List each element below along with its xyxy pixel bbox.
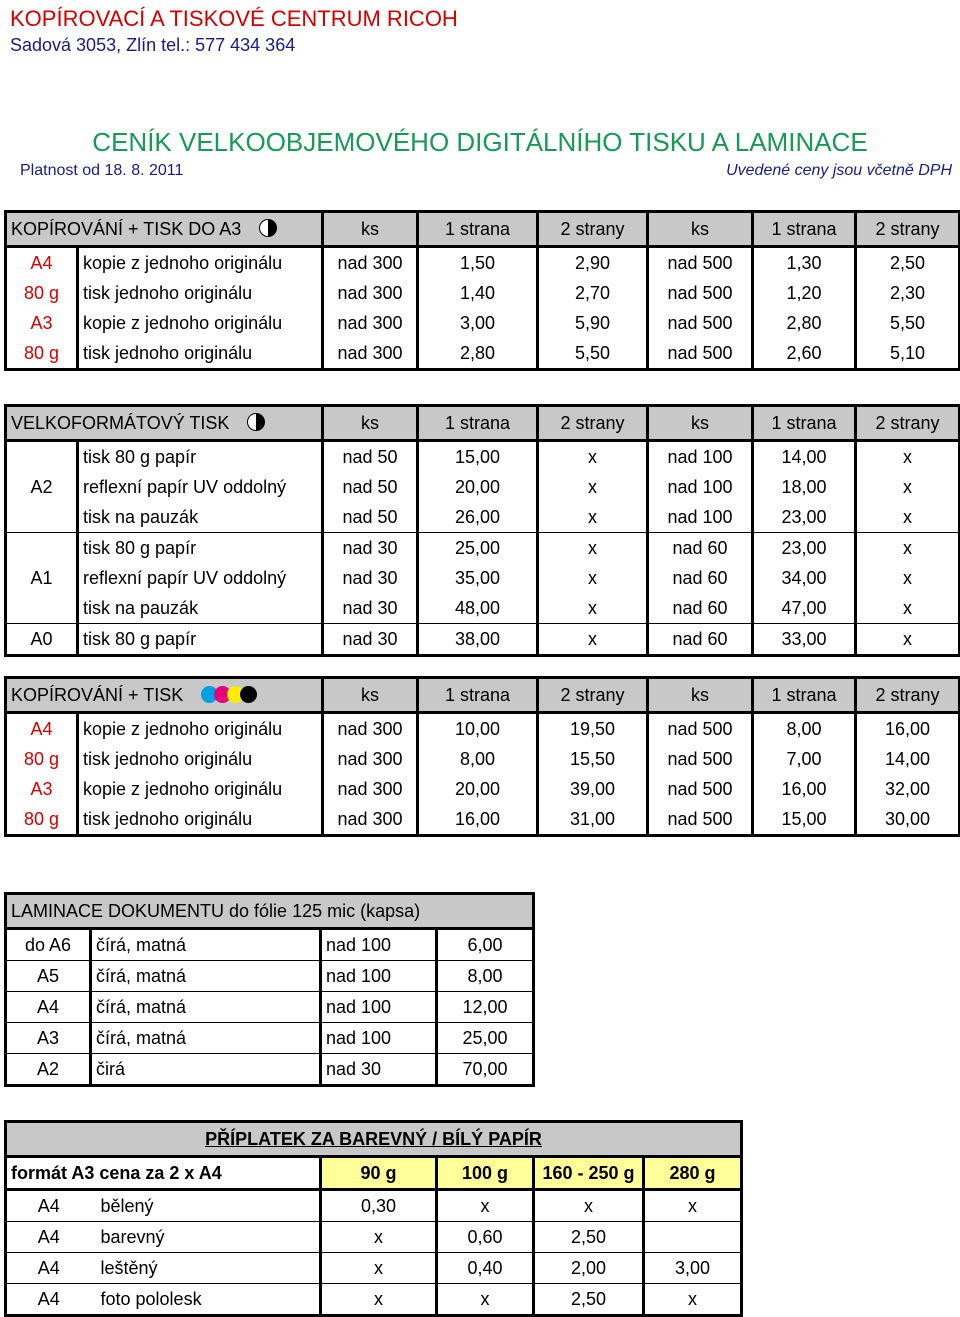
price-cell-p3: 23,00 xyxy=(753,533,856,564)
weight-header: 90 g xyxy=(321,1157,437,1190)
validity-date: Platnost od 18. 8. 2011 xyxy=(20,162,184,179)
surcharge-value xyxy=(644,1222,742,1253)
price-cell-p1: 20,00 xyxy=(418,472,538,502)
surcharge-value: x xyxy=(321,1253,437,1284)
price-cell-p2: 2,70 xyxy=(538,278,648,308)
description: tisk na pauzák xyxy=(78,502,323,533)
price-row xyxy=(6,713,960,745)
format-label: A3 xyxy=(6,1023,91,1054)
price-cell-p1: 16,00 xyxy=(418,804,538,836)
price-cell-p2: 19,50 xyxy=(538,713,648,745)
price-row xyxy=(6,502,960,533)
price-cell-p1: 8,00 xyxy=(418,744,538,774)
price-row xyxy=(6,247,960,279)
format-label: A4 xyxy=(6,1284,91,1316)
surcharge-body xyxy=(6,1122,742,1316)
lamination-body xyxy=(6,894,534,1086)
surcharge-table xyxy=(4,1120,743,1317)
bw-copy-table xyxy=(4,210,960,371)
price-cell-p2: 5,50 xyxy=(538,338,648,370)
format-label: A4 xyxy=(6,992,91,1023)
company-name: KOPÍROVACÍ A TISKOVÉ CENTRUM RICOH xyxy=(10,6,458,31)
price-cell-p4: x xyxy=(856,472,960,502)
price-cell-p2: x xyxy=(538,563,648,593)
price-cell-p3: 8,00 xyxy=(753,713,856,745)
weight-header: 160 - 250 g xyxy=(534,1157,644,1190)
price-cell-q2: nad 100 xyxy=(648,502,753,533)
price-cell-q2: nad 60 xyxy=(648,563,753,593)
surcharge-value: 0,60 xyxy=(437,1222,534,1253)
price-cell-p1: 3,00 xyxy=(418,308,538,338)
column-header: 1 strana xyxy=(418,212,538,247)
half-black-circle-icon xyxy=(247,413,265,431)
description: kopie z jednoho originálu xyxy=(78,308,323,338)
quantity: nad 30 xyxy=(321,1054,437,1086)
quantity: nad 100 xyxy=(321,929,437,961)
format-label: 80 g xyxy=(6,278,78,308)
half-black-circle-icon xyxy=(259,219,277,237)
column-header: 2 strany xyxy=(538,678,648,713)
price-cell-p4: 2,50 xyxy=(856,247,960,279)
section-title-text: VELKOFORMÁTOVÝ TISK xyxy=(11,412,230,433)
format-label: 80 g xyxy=(6,744,78,774)
section-title-text: KOPÍROVÁNÍ + TISK DO A3 xyxy=(11,218,242,239)
price-cell-p2: x xyxy=(538,533,648,564)
weight-header: 280 g xyxy=(644,1157,742,1190)
price-cell-p4: 14,00 xyxy=(856,744,960,774)
column-header: 2 strany xyxy=(538,212,648,247)
large-format-body xyxy=(6,406,960,656)
format-label: do A6 xyxy=(6,929,91,961)
price-cell-p2: 2,90 xyxy=(538,247,648,279)
description: tisk jednoho originálu xyxy=(78,338,323,370)
format-label: A4 xyxy=(6,713,78,745)
color-copy-table xyxy=(4,676,960,837)
format-label: 80 g xyxy=(6,804,78,836)
column-header: 2 strany xyxy=(856,678,960,713)
price-cell-p4: 32,00 xyxy=(856,774,960,804)
price-cell-q1: nad 30 xyxy=(323,624,418,656)
price-cell-p3: 16,00 xyxy=(753,774,856,804)
column-header: 2 strany xyxy=(856,212,960,247)
surcharge-value: 2,50 xyxy=(534,1284,644,1316)
surcharge-value: x xyxy=(321,1284,437,1316)
price-cell-p2: x xyxy=(538,624,648,656)
price: 12,00 xyxy=(437,992,534,1023)
price-cell-p1: 38,00 xyxy=(418,624,538,656)
column-header: 1 strana xyxy=(753,212,856,247)
column-header: ks xyxy=(648,406,753,441)
price-cell-q1: nad 30 xyxy=(323,533,418,564)
quantity: nad 100 xyxy=(321,961,437,992)
format-label: A4 xyxy=(6,1190,91,1222)
description: tisk 80 g papír xyxy=(78,533,323,564)
price-row xyxy=(6,804,960,836)
price-cell-q1: nad 300 xyxy=(323,744,418,774)
price-cell-q1: nad 50 xyxy=(323,502,418,533)
price-cell-q1: nad 300 xyxy=(323,338,418,370)
surcharge-value: 0,30 xyxy=(321,1190,437,1222)
price-cell-p4: x xyxy=(856,533,960,564)
price-cell-p2: 31,00 xyxy=(538,804,648,836)
lamination-row xyxy=(6,1023,534,1054)
price-cell-p4: 16,00 xyxy=(856,713,960,745)
surcharge-value: x xyxy=(437,1284,534,1316)
surcharge-value: x xyxy=(321,1222,437,1253)
price: 70,00 xyxy=(437,1054,534,1086)
price-cell-q2: nad 500 xyxy=(648,308,753,338)
description: čírá, matná xyxy=(91,1023,321,1054)
section-title: LAMINACE DOKUMENTU do fólie 125 mic (kapsa) xyxy=(6,894,534,929)
price-cell-q2: nad 100 xyxy=(648,472,753,502)
price-row xyxy=(6,774,960,804)
price-row xyxy=(6,278,960,308)
description: bělený xyxy=(91,1190,321,1222)
price-cell-p2: 15,50 xyxy=(538,744,648,774)
format-label: A4 xyxy=(6,1253,91,1284)
price-cell-p1: 20,00 xyxy=(418,774,538,804)
column-header: 1 strana xyxy=(418,678,538,713)
description: čírá, matná xyxy=(91,992,321,1023)
price-cell-p1: 35,00 xyxy=(418,563,538,593)
format-label: A3 xyxy=(6,774,78,804)
surcharge-value: 0,40 xyxy=(437,1253,534,1284)
description: kopie z jednoho originálu xyxy=(78,247,323,279)
column-header: ks xyxy=(323,212,418,247)
price-cell-p1: 15,00 xyxy=(418,441,538,473)
column-header: 1 strana xyxy=(753,406,856,441)
price-cell-p1: 48,00 xyxy=(418,593,538,624)
format-header: formát A3 cena za 2 x A4 xyxy=(6,1157,321,1190)
surcharge-value: x xyxy=(437,1190,534,1222)
price-cell-p4: 5,10 xyxy=(856,338,960,370)
price-cell-q1: nad 30 xyxy=(323,563,418,593)
price-cell-q2: nad 60 xyxy=(648,593,753,624)
price-cell-p4: x xyxy=(856,624,960,656)
surcharge-value: 2,00 xyxy=(534,1253,644,1284)
price-cell-q2: nad 100 xyxy=(648,441,753,473)
price-cell-p2: x xyxy=(538,593,648,624)
price-cell-q2: nad 500 xyxy=(648,278,753,308)
surcharge-value: 3,00 xyxy=(644,1253,742,1284)
description: barevný xyxy=(91,1222,321,1253)
format-label: A4 xyxy=(6,1222,91,1253)
price-cell-q2: nad 500 xyxy=(648,338,753,370)
lamination-row xyxy=(6,1054,534,1086)
color-copy-body xyxy=(6,678,960,836)
price-cell-p1: 25,00 xyxy=(418,533,538,564)
price-row xyxy=(6,308,960,338)
price: 25,00 xyxy=(437,1023,534,1054)
lamination-row xyxy=(6,992,534,1023)
price-row xyxy=(6,624,960,656)
description: tisk jednoho originálu xyxy=(78,744,323,774)
lamination-row xyxy=(6,929,534,961)
price-cell-p3: 2,80 xyxy=(753,308,856,338)
description: foto pololesk xyxy=(91,1284,321,1316)
price-cell-q1: nad 30 xyxy=(323,593,418,624)
price-cell-q2: nad 60 xyxy=(648,624,753,656)
price-cell-p2: x xyxy=(538,502,648,533)
price-row xyxy=(6,744,960,774)
section-title xyxy=(6,678,323,713)
price-cell-q2: nad 500 xyxy=(648,247,753,279)
price-cell-p1: 2,80 xyxy=(418,338,538,370)
price-cell-p3: 34,00 xyxy=(753,563,856,593)
black-dot-icon xyxy=(240,686,257,703)
price-row xyxy=(6,533,960,564)
description: tisk jednoho originálu xyxy=(78,278,323,308)
format-label: A2 xyxy=(6,441,78,533)
format-label: 80 g xyxy=(6,338,78,370)
section-title xyxy=(6,212,323,247)
price-cell-p4: x xyxy=(856,563,960,593)
description: kopie z jednoho originálu xyxy=(78,774,323,804)
cmyk-icons xyxy=(201,685,253,705)
description: kopie z jednoho originálu xyxy=(78,713,323,745)
price-cell-q1: nad 300 xyxy=(323,804,418,836)
vat-note: Uvedené ceny jsou včetně DPH xyxy=(726,162,952,179)
lamination-table xyxy=(4,892,535,1087)
surcharge-row xyxy=(6,1253,742,1284)
price-cell-q2: nad 500 xyxy=(648,744,753,774)
price-cell-p2: x xyxy=(538,441,648,473)
description: reflexní papír UV oddolný xyxy=(78,472,323,502)
price-row xyxy=(6,472,960,502)
price-cell-p3: 33,00 xyxy=(753,624,856,656)
surcharge-value: x xyxy=(644,1190,742,1222)
price-cell-q1: nad 300 xyxy=(323,247,418,279)
surcharge-value: 2,50 xyxy=(534,1222,644,1253)
description: čírá, matná xyxy=(91,961,321,992)
price-cell-p3: 23,00 xyxy=(753,502,856,533)
section-title: PŘÍPLATEK ZA BAREVNÝ / BÍLÝ PAPÍR xyxy=(6,1122,742,1157)
price-cell-p4: 2,30 xyxy=(856,278,960,308)
price-row xyxy=(6,593,960,624)
price-cell-p3: 18,00 xyxy=(753,472,856,502)
surcharge-value: x xyxy=(534,1190,644,1222)
price-cell-q1: nad 50 xyxy=(323,441,418,473)
weight-header: 100 g xyxy=(437,1157,534,1190)
price-cell-p2: x xyxy=(538,472,648,502)
price-cell-p3: 47,00 xyxy=(753,593,856,624)
format-label: A1 xyxy=(6,533,78,624)
price: 6,00 xyxy=(437,929,534,961)
format-label: A5 xyxy=(6,961,91,992)
price-cell-q2: nad 500 xyxy=(648,713,753,745)
quantity: nad 100 xyxy=(321,1023,437,1054)
quantity: nad 100 xyxy=(321,992,437,1023)
description: tisk na pauzák xyxy=(78,593,323,624)
column-header: 2 strany xyxy=(538,406,648,441)
price-cell-q1: nad 300 xyxy=(323,308,418,338)
price-cell-p4: x xyxy=(856,502,960,533)
surcharge-row xyxy=(6,1190,742,1222)
price-cell-q2: nad 500 xyxy=(648,774,753,804)
price-cell-p4: 5,50 xyxy=(856,308,960,338)
column-header: 1 strana xyxy=(418,406,538,441)
large-format-table xyxy=(4,404,960,657)
price-cell-p1: 1,50 xyxy=(418,247,538,279)
price-row xyxy=(6,563,960,593)
price-cell-q1: nad 300 xyxy=(323,278,418,308)
description: leštěný xyxy=(91,1253,321,1284)
price-cell-p4: x xyxy=(856,593,960,624)
price-cell-p1: 10,00 xyxy=(418,713,538,745)
surcharge-row xyxy=(6,1222,742,1253)
company-address: Sadová 3053, Zlín tel.: 577 434 364 xyxy=(10,35,296,55)
price-cell-p1: 26,00 xyxy=(418,502,538,533)
section-title-text: KOPÍROVÁNÍ + TISK xyxy=(11,684,184,705)
price-cell-q1: nad 300 xyxy=(323,713,418,745)
price-cell-p3: 1,30 xyxy=(753,247,856,279)
price-cell-p4: x xyxy=(856,441,960,473)
column-header: 2 strany xyxy=(856,406,960,441)
section-title xyxy=(6,406,323,441)
description: reflexní papír UV oddolný xyxy=(78,563,323,593)
description: tisk 80 g papír xyxy=(78,441,323,473)
description: čirá xyxy=(91,1054,321,1086)
price-cell-q2: nad 500 xyxy=(648,804,753,836)
price-cell-p1: 1,40 xyxy=(418,278,538,308)
price-row xyxy=(6,338,960,370)
price-cell-p3: 15,00 xyxy=(753,804,856,836)
format-label: A4 xyxy=(6,247,78,279)
price-cell-p3: 1,20 xyxy=(753,278,856,308)
bw-copy-body xyxy=(6,212,960,370)
lamination-row xyxy=(6,961,534,992)
description: tisk jednoho originálu xyxy=(78,804,323,836)
price-row xyxy=(6,441,960,473)
format-label: A2 xyxy=(6,1054,91,1086)
format-label: A3 xyxy=(6,308,78,338)
description: tisk 80 g papír xyxy=(78,624,323,656)
page-title: CENÍK VELKOOBJEMOVÉHO DIGITÁLNÍHO TISKU A LAMINACE xyxy=(92,127,868,157)
price-cell-p2: 39,00 xyxy=(538,774,648,804)
surcharge-value: x xyxy=(644,1284,742,1316)
column-header: ks xyxy=(648,212,753,247)
price: 8,00 xyxy=(437,961,534,992)
price-cell-p3: 2,60 xyxy=(753,338,856,370)
price-cell-p3: 14,00 xyxy=(753,441,856,473)
column-header: ks xyxy=(648,678,753,713)
price-cell-q1: nad 300 xyxy=(323,774,418,804)
format-label: A0 xyxy=(6,624,78,656)
column-header: ks xyxy=(323,406,418,441)
price-cell-p2: 5,90 xyxy=(538,308,648,338)
price-cell-p4: 30,00 xyxy=(856,804,960,836)
price-cell-p3: 7,00 xyxy=(753,744,856,774)
surcharge-row xyxy=(6,1284,742,1316)
price-cell-q2: nad 60 xyxy=(648,533,753,564)
description: čírá, matná xyxy=(91,929,321,961)
price-cell-q1: nad 50 xyxy=(323,472,418,502)
column-header: 1 strana xyxy=(753,678,856,713)
column-header: ks xyxy=(323,678,418,713)
